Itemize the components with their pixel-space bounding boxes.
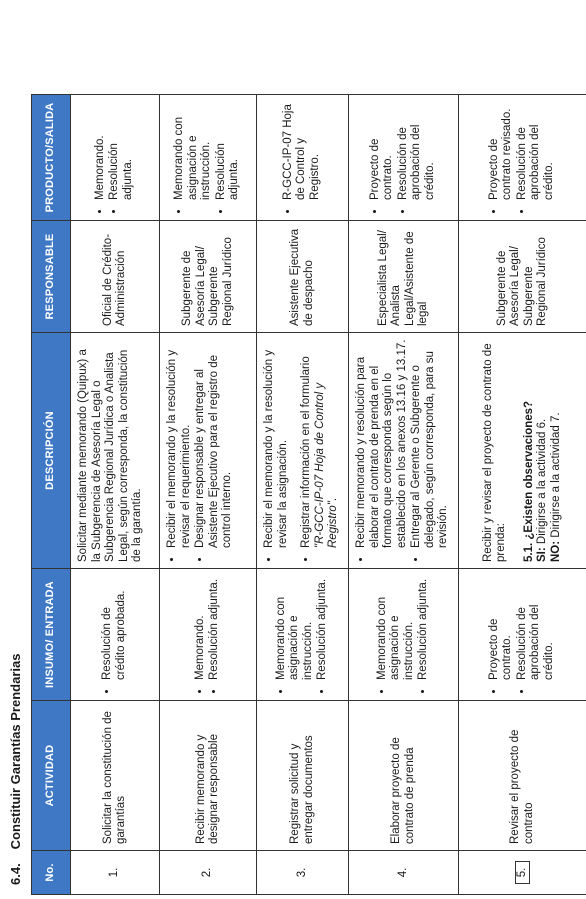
description-lead: Recibir y revisar el proyecto de contrato de prenda: (481, 343, 508, 562)
section-heading (0, 654, 30, 885)
output-item: • Proyecto de contrato revisado. (488, 101, 515, 200)
responsible-cell: Asistente Ejecutiva de despacho (257, 221, 349, 333)
description-cell (160, 333, 257, 569)
input-item: • Resolución adjunta. (208, 575, 222, 680)
header-descripcion: DESCRIPCIÓN (32, 333, 71, 569)
form-ref-suffix: . (327, 497, 339, 502)
description-item (300, 339, 341, 548)
row-number: 1. (71, 851, 160, 895)
header-no: No. (32, 851, 71, 895)
input-cell (160, 569, 257, 701)
output-cell (257, 95, 349, 221)
output-cell (349, 95, 459, 221)
output-item: • Resolución adjunta. (108, 101, 135, 200)
description-cell (459, 333, 586, 569)
header-actividad: ACTIVIDAD (32, 701, 71, 851)
description-item: • Designar responsable y entregar al Asistente Ejecutivo para el registro de control interno. (194, 339, 235, 548)
input-cell (349, 569, 459, 701)
header-insumo: INSUMO/ ENTRADA (32, 569, 71, 701)
output-item: • Memorando con asignación e instrucción. (173, 101, 214, 200)
responsible-cell: Subgerente de Asesoría Legal/ Subgerente Regional Jurídico (459, 221, 586, 333)
output-cell (71, 95, 160, 221)
header-producto: PRODUCTO/SALIDA (32, 95, 71, 221)
option-text: Dirigirse a la actividad 6. (536, 418, 549, 548)
procedure-table (31, 94, 586, 895)
responsible-cell: Subgerente de Asesoría Legal/ Subgerente Regional Jurídico (160, 221, 257, 333)
input-cell (257, 569, 349, 701)
activity-cell: Revisar el proyecto de contrato (459, 701, 586, 851)
output-item: • R-GCC-IP-07 Hoja de Control y Registro. (282, 101, 323, 200)
description-item: • Recibir memorando y resolución para elaborar el contrato de prenda en el formato que corresponda según lo establecido en los anexos 13.16 y 13.17. (355, 339, 409, 548)
row-number: 3. (257, 851, 349, 895)
output-cell (459, 95, 586, 221)
row-number: 2. (160, 851, 257, 895)
input-item: • Resolución de aprobación del crédito. (516, 575, 557, 680)
input-cell (71, 569, 160, 701)
header-responsable: RESPONSABLE (32, 221, 71, 333)
activity-cell: Recibir memorando y designar responsable (160, 701, 257, 851)
input-item: • Memorando con asignación e instrucción. (376, 575, 417, 680)
option-label: SI: (536, 547, 549, 562)
responsible-cell: Oficial de Crédito-Administración (71, 221, 160, 333)
table-header-row (32, 95, 71, 895)
input-item: • Resolución adjunta. (417, 575, 431, 680)
input-item: • Proyecto de contrato. (488, 575, 515, 680)
output-cell (160, 95, 257, 221)
description-item: • Recibir el memorando y la resolución y revisar la asignación. (263, 339, 290, 548)
description-item: • Entregar al Gerente o Subgerente o delegado, según corresponda, para su revisión. (410, 339, 451, 548)
description-cell: Solicitar mediante memorando (Quipux) a la Subgerencia de Asesoría Legal o Subgerencia Regional Jurídica o Analista Legal, según corresponda, la constitución de la garantía. (71, 333, 160, 569)
output-item: • Resolución adjunta. (215, 101, 242, 200)
option-label: NO: (549, 540, 562, 562)
output-item: • Memorando. (94, 101, 108, 200)
output-item: • Proyecto de contrato. (369, 101, 396, 200)
decision-question: 5.1. ¿Existen observaciones? (522, 400, 535, 562)
activity-cell: Elaborar proyecto de contrato de prenda (349, 701, 459, 851)
table-row (160, 95, 257, 895)
output-item: • Resolución de aprobación del crédito. (516, 101, 557, 200)
activity-cell: Solicitar la constitución de garantías (71, 701, 160, 851)
description-cell (349, 333, 459, 569)
output-item: • Resolución de aprobación del crédito. (397, 101, 438, 200)
form-ref-name: "R-GCC-IP-07 Hoja de Control y Registro" (313, 382, 339, 548)
description-item: • Recibir el memorando y la resolución y revisar el requerimiento. (166, 339, 193, 548)
row-number (459, 851, 586, 895)
responsible-cell: Especialista Legal/ Analista Legal/Asistente de legal (349, 221, 459, 333)
row-number-box: 5. (515, 861, 531, 885)
activity-cell: Registrar solicitud y entregar documentos (257, 701, 349, 851)
input-item: • Resolución adjunta. (316, 575, 330, 680)
input-item: • Resolución de crédito aprobada. (101, 575, 128, 680)
table-row (71, 95, 160, 895)
section-title: Constituir Garantías Prendarias (7, 653, 23, 850)
input-cell (459, 569, 586, 701)
form-ref-prefix: Registrar información en el formulario (300, 356, 312, 548)
section-number: 6.4. (7, 863, 23, 885)
row-number: 4. (349, 851, 459, 895)
input-item: • Memorando. (194, 575, 208, 680)
decision-option-si (536, 339, 550, 562)
table-row (459, 95, 586, 895)
option-text: Dirigirse a la actividad 7. (549, 412, 562, 541)
table-row (349, 95, 459, 895)
description-cell (257, 333, 349, 569)
decision-option-no (550, 339, 564, 562)
table-row (257, 95, 349, 895)
input-item: • Memorando con asignación e instrucción. (275, 575, 316, 680)
